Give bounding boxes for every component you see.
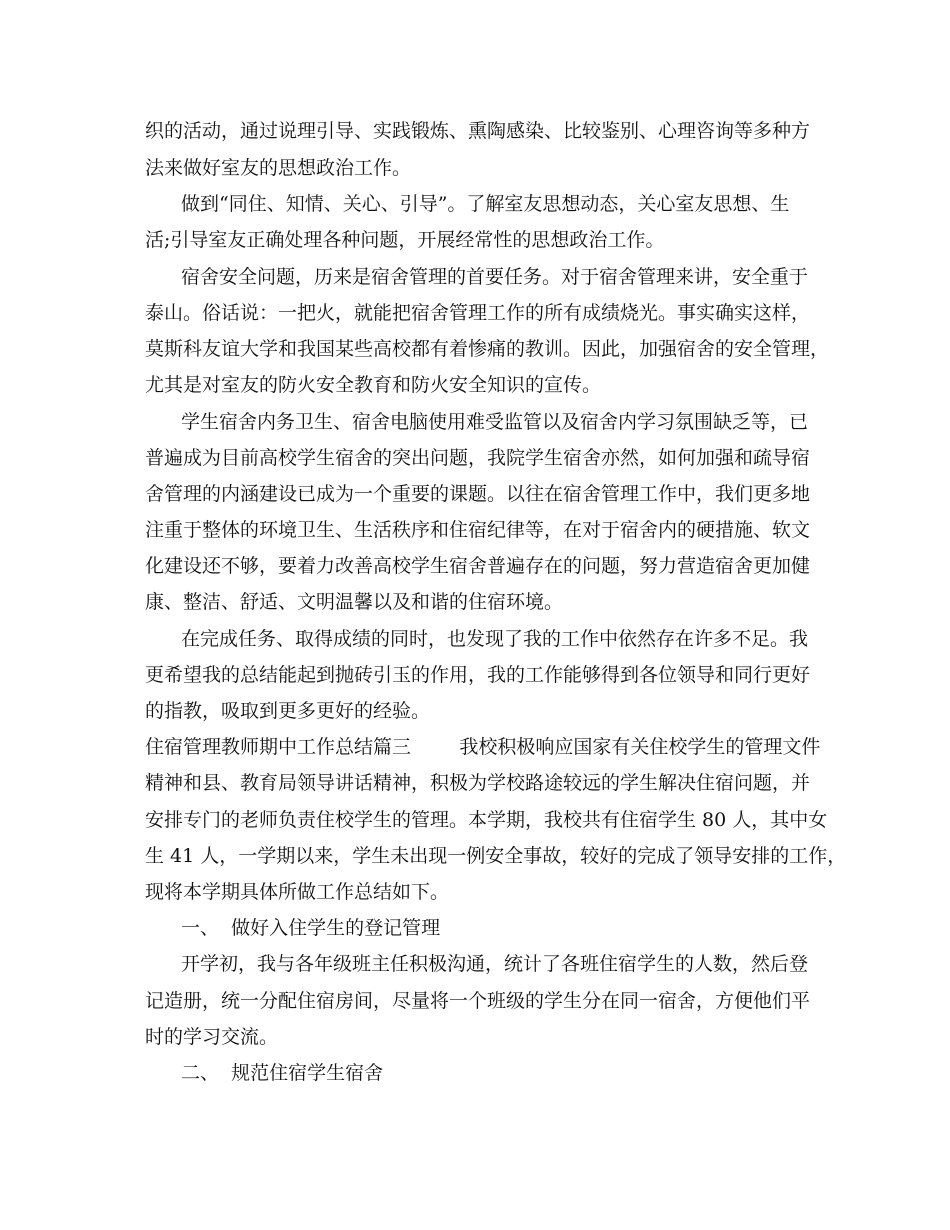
text-line: 尤其是对室友的防火安全教育和防火安全知识的宣传。 bbox=[145, 374, 602, 396]
text-line: 在完成任务、取得成绩的同时，也发现了我的工作中依然存在许多不足。我 bbox=[181, 628, 809, 650]
list-heading-2: 二、 规范住宿学生宿舍 bbox=[181, 1062, 384, 1084]
text-line: 织的活动，通过说理引导、实践锻炼、熏陶感染、比较鉴别、心理咨询等多种方 bbox=[145, 120, 811, 142]
text-line: 学生宿舍内务卫生、宿舍电脑使用难受监管以及宿舍内学习氛围缺乏等，已 bbox=[181, 411, 809, 433]
text-line: 安排专门的老师负责住校学生的管理。本学期，我校共有住宿学生 80 人，其中女 bbox=[145, 809, 828, 831]
section-heading-line: 住宿管理教师期中工作总结篇三 我校积极响应国家有关住校学生的管理文件 bbox=[145, 736, 821, 758]
text-line: 更希望我的总结能起到抛砖引玉的作用，我的工作能够得到各位领导和同行更好 bbox=[145, 664, 811, 686]
text-line: 时的学习交流。 bbox=[145, 1026, 279, 1048]
text-line: 注重于整体的环境卫生、生活秩序和住宿纪律等，在对于宿舍内的硬措施、软文 bbox=[145, 519, 811, 541]
text-line: 的指教，吸取到更多更好的经验。 bbox=[145, 700, 431, 722]
text-line: 泰山。俗话说：一把火，就能把宿舍管理工作的所有成绩烧光。事实确实这样， bbox=[145, 302, 811, 324]
text-line: 普遍成为目前高校学生宿舍的突出问题，我院学生宿舍亦然，如何加强和疏导宿 bbox=[145, 447, 811, 469]
text-line: 舍管理的内涵建设已成为一个重要的课题。以往在宿舍管理工作中，我们更多地 bbox=[145, 483, 811, 505]
text-line: 开学初，我与各年级班主任积极沟通，统计了各班住宿学生的人数，然后登 bbox=[181, 953, 809, 975]
text-line: 精神和县、教育局领导讲话精神，积极为学校路途较远的学生解决住宿问题，并 bbox=[145, 772, 811, 794]
text-line: 现将本学期具体所做工作总结如下。 bbox=[145, 881, 450, 903]
text-line: 记造册，统一分配住宿房间，尽量将一个班级的学生分在同一宿舍，方便他们平 bbox=[145, 990, 811, 1012]
text-line: 康、整洁、舒适、文明温馨以及和谐的住宿环境。 bbox=[145, 591, 564, 613]
text-line: 法来做好室友的思想政治工作。 bbox=[145, 157, 412, 179]
text-line: 化建设还不够，要着力改善高校学生宿舍普遍存在的问题，努力营造宿舍更加健 bbox=[145, 555, 811, 577]
text-line: 莫斯科友谊大学和我国某些高校都有着惨痛的教训。因此，加强宿舍的安全管理， bbox=[145, 338, 830, 360]
list-heading-1: 一、 做好入住学生的登记管理 bbox=[181, 917, 441, 939]
text-line: 宿舍安全问题，历来是宿舍管理的首要任务。对于宿舍管理来讲，安全重于 bbox=[181, 266, 809, 288]
text-line: 做到“同住、知情、关心、引导”。了解室友思想动态，关心室友思想、生 bbox=[181, 193, 790, 215]
text-line: 活;引导室友正确处理各种问题，开展经常性的思想政治工作。 bbox=[145, 229, 665, 251]
text-line: 生 41 人，一学期以来，学生未出现一例安全事故，较好的完成了领导安排的工作， bbox=[145, 845, 847, 867]
